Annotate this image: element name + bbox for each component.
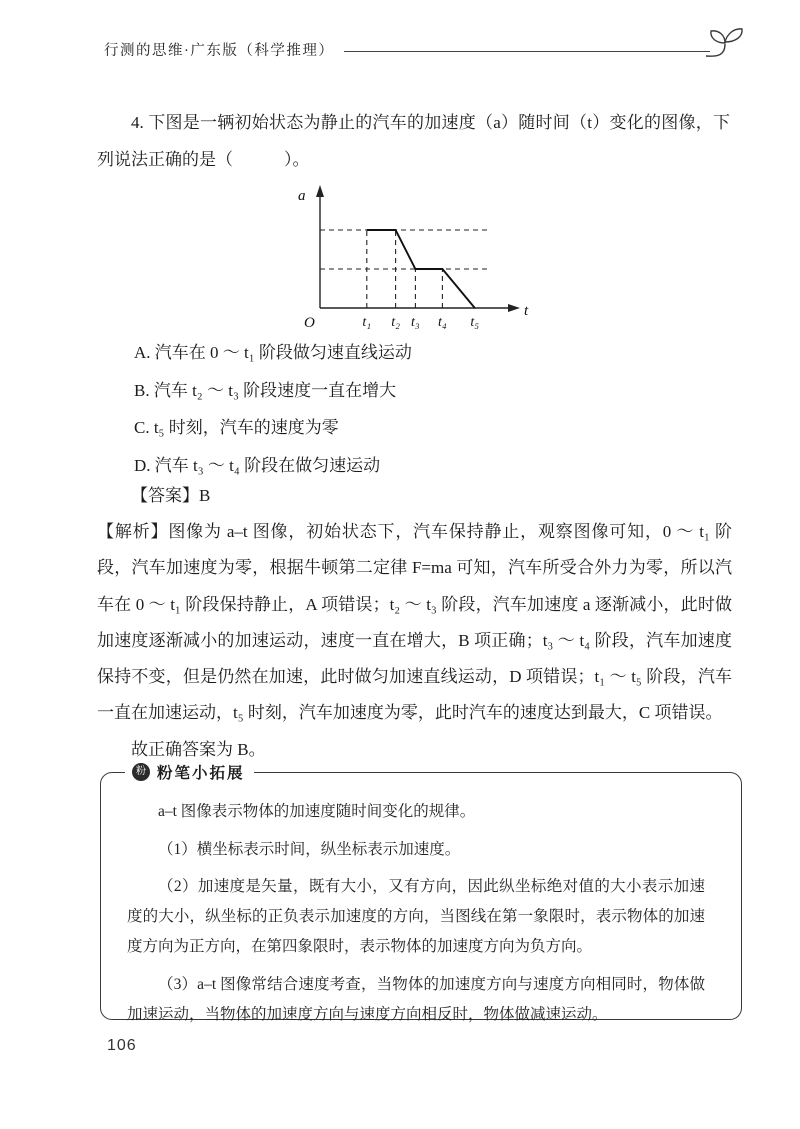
fenbi-logo-icon: 粉 (132, 763, 150, 781)
svg-text:t₄: t₄ (438, 315, 447, 330)
chart-container (260, 180, 552, 342)
header-rule (344, 51, 710, 52)
analysis-text: 【解析】图像为 a–t 图像，初始状态下，汽车保持静止，观察图像可知，0 ～ t₁ 阶段，汽车加速度为零，根据牛顿第二定律 F=ma 可知，汽车所受合外力为零，所以汽车在 0 ～ t₁ 阶段保持静止，A 项错误；t₂ ～ t₃ 阶段，汽车加速度 a 逐渐减小，此时做加速度逐渐减小的加速运动，速度一直在增大，B 项正确；t₃ ～ t₄ 阶段，汽车加速度保持不变，但是仍然在加速，此时做匀加速直线运动，D 项错误；t₁ ～ t₅ 阶段，汽车一直在加速运动，t₅ 时刻，汽车加速度为零，此时汽车的速度达到最大，C 项错误。 (97, 522, 732, 723)
svg-text:t₅: t₅ (470, 315, 480, 330)
svg-text:t₂: t₂ (391, 315, 400, 330)
header-title: 行测的思维·广东版（科学推理） (104, 42, 335, 59)
acceleration-time-graph (260, 180, 552, 342)
extension-paragraph: （3）a–t 图像常结合速度考查，当物体的加速度方向与速度方向相同时，物体做加速运动，当物体的加速度方向与速度方向相反时，物体做减速运动。 (127, 975, 705, 1023)
extension-paragraph: （1）横坐标表示时间，纵坐标表示加速度。 (158, 840, 461, 858)
svg-text:t: t (524, 303, 529, 319)
svg-text:t₁: t₁ (362, 315, 372, 330)
option-b: B. 汽车 t₂ ～ t₃ 阶段速度一直在增大 (134, 380, 397, 400)
answer-line: 【答案】B (131, 486, 211, 505)
page-number: 106 (107, 1037, 137, 1054)
option-d: D. 汽车 t₃ ～ t₄ 阶段在做匀速运动 (134, 455, 381, 475)
extension-paragraph: （2）加速度是矢量，既有大小，又有方向，因此纵坐标绝对值的大小表示加速度的大小，纵坐标的正负表示加速度的方向，当图线在第一象限时，表示物体的加速度方向为正方向，在第四象限时，表示物体的加速度方向为负方向。 (127, 878, 705, 955)
option-c: C. t₅ 时刻，汽车的速度为零 (134, 418, 339, 437)
question-block (97, 104, 730, 178)
option-a: A. 汽车在 0 ～ t₁ 阶段做匀速直线运动 (134, 343, 412, 362)
svg-text:t₃: t₃ (411, 315, 420, 330)
question-text: 4. 下图是一辆初始状态为静止的汽车的加速度（a）随时间（t）变化的图像，下列说法正确的是（ ）。 (97, 113, 730, 169)
svg-text:O: O (304, 315, 315, 331)
analysis-conclusion: 故正确答案为 B。 (131, 739, 266, 759)
extension-box-title (125, 761, 254, 783)
analysis-block (97, 514, 732, 768)
extension-box-content (101, 773, 741, 1030)
sprout-icon (704, 22, 748, 62)
page-header (104, 36, 748, 62)
extension-box (100, 765, 742, 1023)
svg-text:a: a (298, 188, 306, 204)
extension-box-title-text: 粉笔小拓展 (157, 765, 245, 782)
options-list (134, 334, 694, 484)
extension-paragraph: a–t 图像表示物体的加速度随时间变化的规律。 (158, 803, 476, 820)
